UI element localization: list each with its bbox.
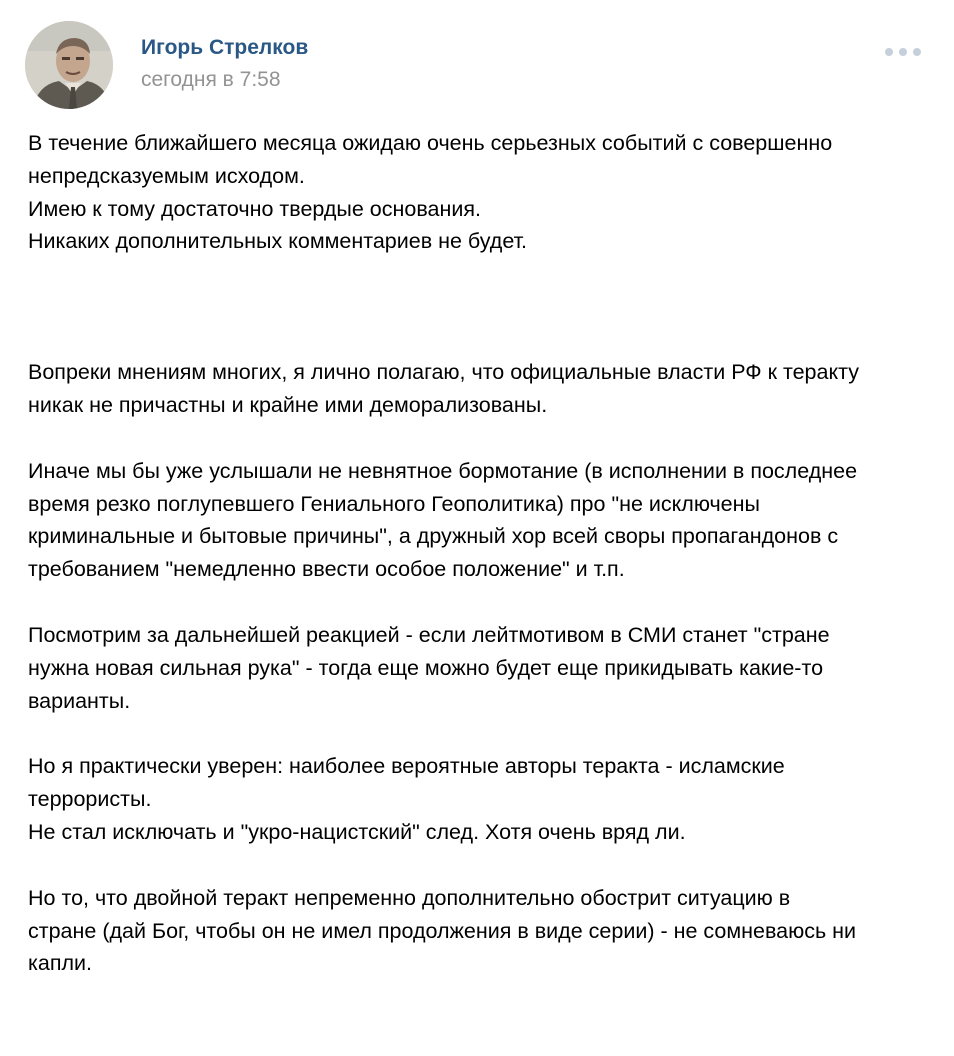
post-text-line: никак не причастны и крайне ими деморализованы. [28, 392, 548, 417]
post-text-line: непредсказуемым исходом. [28, 163, 305, 188]
author-avatar[interactable] [25, 21, 113, 109]
post-text-line: террористы. [28, 787, 152, 812]
post-text-line: Имею к тому достаточно твердые основания. [28, 196, 481, 221]
post-text-line: стране (дай Бог, чтобы он не имел продолжения в виде серии) - не сомневаюсь ни [28, 918, 857, 943]
post-text-line: время резко поглупевшего Гениального Геополитика) про "не исключены [28, 491, 760, 516]
post-text-line: Иначе мы бы уже услышали не невнятное бормотание (в исполнении в последнее [28, 458, 858, 483]
post-text-line: Вопреки мнениям многих, я лично полагаю, что официальные власти РФ к теракту [28, 360, 859, 385]
post-text [28, 127, 928, 980]
paragraph-gap [28, 422, 928, 455]
post-text-line: Посмотрим за дальнейшей реакцией - если лейтмотивом в СМИ станет "стране [28, 622, 830, 647]
paragraph-gap [28, 849, 928, 882]
more-dot [913, 48, 921, 56]
post-text-line: варианты. [28, 688, 131, 713]
post-text-line: криминальные и бытовые причины", а дружный хор всей своры пропагандонов с [28, 524, 839, 549]
more-horizontal-icon[interactable] [885, 43, 921, 61]
author-name-link[interactable]: Игорь Стрелков [141, 36, 309, 59]
more-dot [899, 48, 907, 56]
post-text-line: Никаких дополнительных комментариев не будет. [28, 229, 528, 254]
post-text-line: требованием "немедленно ввести особое положение" и т.п. [28, 557, 625, 582]
post-text-line: Но то, что двойной теракт непременно дополнительно обострит ситуацию в [28, 885, 791, 910]
post-timestamp[interactable]: сегодня в 7:58 [141, 68, 281, 91]
more-dot [885, 48, 893, 56]
paragraph-gap [28, 586, 928, 619]
post-text-line: капли. [28, 951, 93, 976]
avatar-photo [25, 21, 113, 109]
paragraph-gap [28, 258, 928, 356]
post-text-line: Но я практически уверен: наиболее вероятные авторы теракта - исламские [28, 754, 785, 779]
paragraph-gap [28, 717, 928, 750]
post-text-line: Не стал исключать и "укро-нацистский" след. Хотя очень вряд ли. [28, 819, 686, 844]
post-text-line: нужна новая сильная рука" - тогда еще можно будет еще прикидывать какие-то [28, 655, 824, 680]
post-text-line: В течение ближайшего месяца ожидаю очень серьезных событий с совершенно [28, 131, 833, 155]
